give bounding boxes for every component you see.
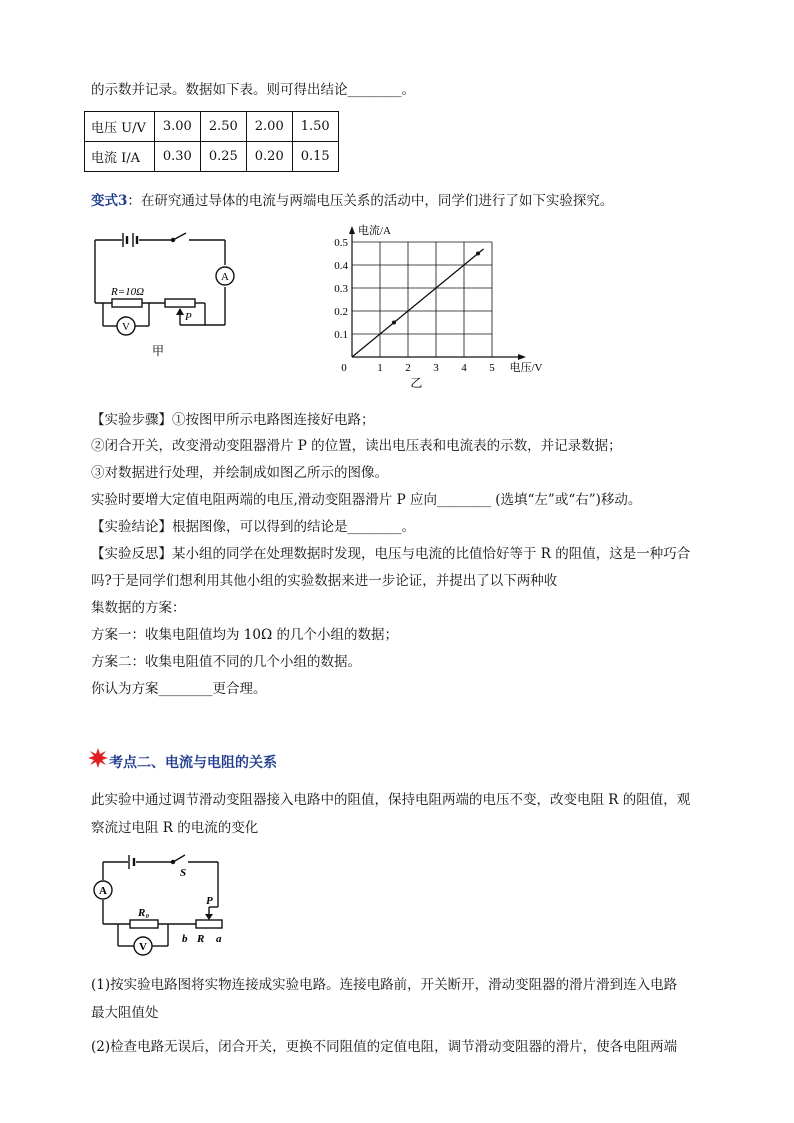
reflection-line-3: 集数据的方案：	[91, 600, 186, 616]
switch-label: S	[180, 867, 187, 879]
table-cell: 2.00	[246, 112, 292, 142]
y-axis-label: 电流/A	[358, 225, 391, 237]
item-1-line-1: (1)按实验电路图将实物连接成实验电路。连接电路前，开关断开，滑动变阻器的滑片滑到连入电路	[91, 977, 678, 993]
y-tick-label: 0.5	[334, 237, 348, 249]
answer-line: 你认为方案________更合理。	[91, 681, 267, 697]
table-cell: 0.30	[154, 142, 200, 172]
variant-text: ：在研究通过导体的电流与两端电压关系的活动中，同学们进行了如下实验探究。	[127, 193, 614, 209]
table-row	[85, 112, 339, 142]
circuit-diagram-2	[88, 852, 238, 964]
section-title: 考点二、电流与电阻的关系	[109, 755, 277, 771]
y-axis-arrow	[349, 226, 355, 234]
variant-label: 变式3	[91, 193, 128, 209]
intro-line: 的示数并记录。数据如下表。则可得出结论________。	[91, 82, 415, 98]
item-2-line-1: (2)检查电路无误后，闭合开关，更换不同阻值的定值电阻，调节滑动变阻器的滑片，使各电阻两端	[91, 1039, 678, 1055]
terminal-a-label: a	[216, 933, 222, 945]
figure-caption-yi: 乙	[410, 376, 423, 390]
voltmeter-label: V	[122, 321, 130, 333]
x-tick-label: 5	[489, 362, 495, 374]
table-cell: 0.15	[292, 142, 338, 172]
variant-3-line	[91, 191, 613, 211]
section-intro-2: 察流过电阻 R 的电流的变化	[91, 820, 259, 836]
x-axis-label: 电压/V	[509, 362, 543, 374]
y-tick-label: 0.2	[334, 306, 348, 318]
reflection-line-2: 吗?于是同学们想利用其他小组的实验数据来进一步论证，并提出了以下两种收	[91, 573, 558, 589]
data-point	[476, 252, 480, 256]
table-cell: 3.00	[154, 112, 200, 142]
y-tick-label: 0.4	[334, 260, 348, 272]
ammeter-label: A	[221, 271, 229, 283]
slider-label: P	[185, 311, 192, 323]
table-row-label: 电流 I/A	[85, 142, 155, 172]
table-row-label: 电压 U/V	[85, 112, 155, 142]
table-cell: 1.50	[292, 112, 338, 142]
steps-line-2: ②闭合开关，改变滑动变阻器滑片 P 的位置，读出电压表和电流表的示数，并记录数据；	[91, 438, 622, 454]
r0-label: R₀	[138, 907, 150, 919]
voltmeter-label: V	[139, 941, 147, 953]
steps-line-3: ③对数据进行处理，并绘制成如图乙所示的图像。	[91, 465, 388, 481]
chart-yi	[330, 222, 560, 392]
table-row	[85, 142, 339, 172]
x-tick-label: 3	[433, 362, 439, 374]
plan-2: 方案二：收集电阻值不同的几个小组的数据。	[91, 654, 361, 670]
data-point	[392, 321, 396, 325]
reflection-line-1: 【实验反思】某小组的同学在处理数据时发现，电压与电流的比值恰好等于 R 的阻值，这是一种巧合	[91, 546, 691, 562]
terminal-b-label: b	[182, 933, 188, 945]
conclusion-line: 【实验结论】根据图像，可以得到的结论是________。	[91, 519, 415, 535]
x-tick-label: 4	[461, 362, 467, 374]
ammeter-label: A	[99, 885, 107, 897]
rheostat-label: R	[197, 933, 205, 945]
x-tick-label: 1	[377, 362, 383, 374]
steps-line-1: 【实验步骤】①按图甲所示电路图连接好电路；	[91, 412, 375, 428]
data-table	[84, 111, 339, 172]
figure-caption-jia: 甲	[151, 344, 165, 358]
table-cell: 0.25	[200, 142, 246, 172]
table-cell: 0.20	[246, 142, 292, 172]
x-tick-label: 0	[341, 362, 347, 374]
slider-label: P	[206, 895, 213, 907]
plan-1: 方案一：收集电阻值均为 10Ω 的几个小组的数据；	[91, 627, 398, 643]
star-burst-icon	[88, 748, 108, 768]
item-1-line-2: 最大阻值处	[91, 1005, 159, 1021]
y-tick-label: 0.3	[334, 283, 348, 295]
x-tick-label: 2	[405, 362, 411, 374]
x-axis-arrow	[518, 354, 526, 360]
resistor-label: R=10Ω	[111, 286, 145, 298]
y-tick-label: 0.1	[334, 329, 348, 341]
circuit-diagram-jia	[85, 225, 245, 365]
steps-line-4: 实验时要增大定值电阻两端的电压,滑动变阻器滑片 P 应向________ (选填“左”或“右”)移动。	[91, 492, 642, 508]
section-intro-1: 此实验中通过调节滑动变阻器接入电路中的阻值，保持电阻两端的电压不变，改变电阻 R 的阻值，观	[91, 792, 691, 808]
table-cell: 2.50	[200, 112, 246, 142]
